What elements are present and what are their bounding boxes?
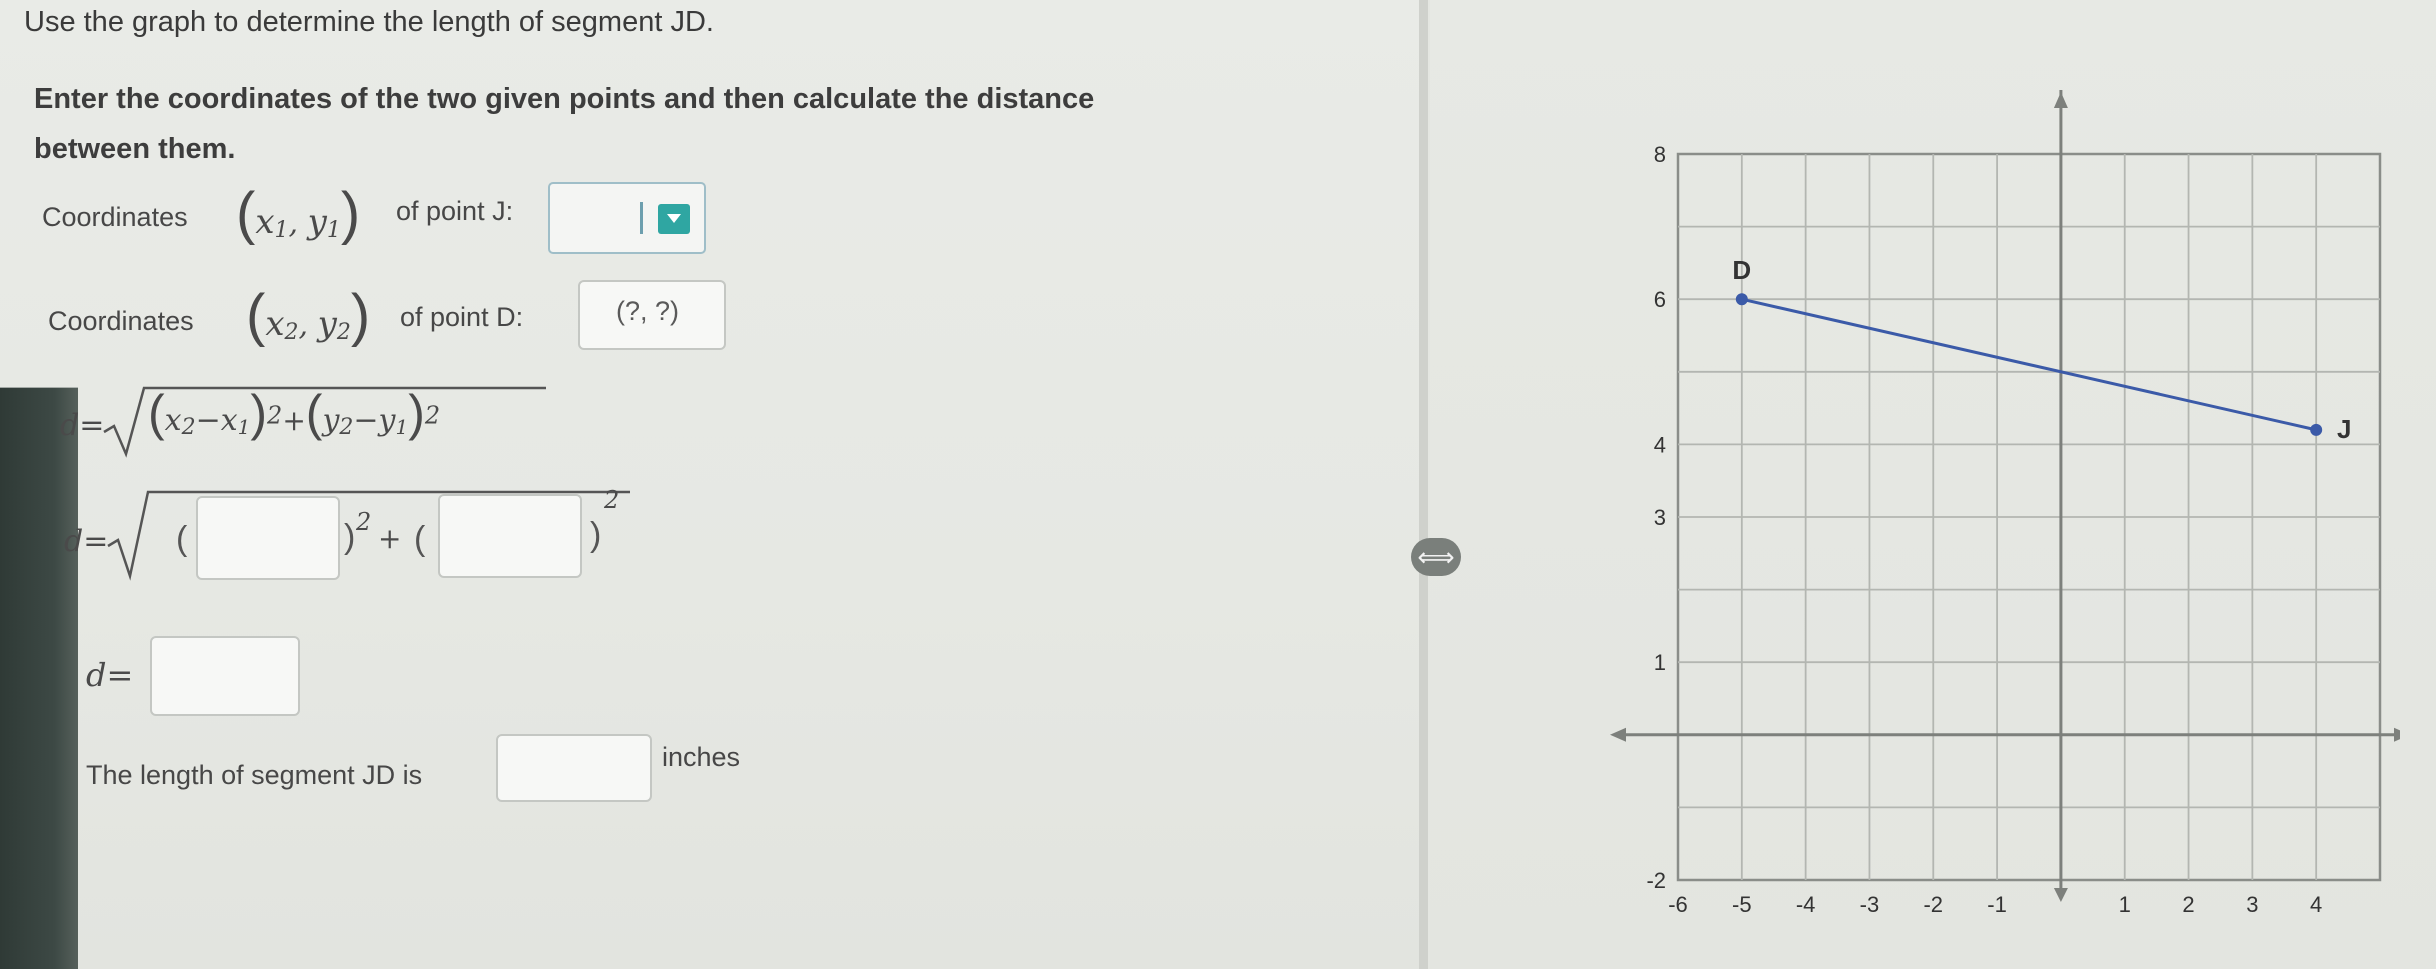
x-tick-label: 4 <box>2310 892 2323 917</box>
chevron-down-icon[interactable] <box>658 204 690 234</box>
x-tick-label: -6 <box>1668 892 1688 917</box>
distance-result-input[interactable] <box>150 636 300 716</box>
x2-subscript: 2 <box>284 320 299 346</box>
of-point-d-label: of point D: <box>400 302 524 332</box>
x2-symbol: x <box>265 304 285 344</box>
y-tick-label: 3 <box>1653 505 1666 530</box>
length-sentence: The length of segment JD is <box>86 760 423 790</box>
y2-symbol: y <box>317 304 337 344</box>
x-axis-arrow-icon <box>2394 728 2400 742</box>
substitution-plus: + <box>378 522 402 555</box>
y1-symbol: y <box>307 202 327 242</box>
resize-handle-icon[interactable]: ⟺ <box>1411 538 1461 576</box>
y-axis-arrow-icon <box>2054 92 2068 108</box>
x-tick-label: 3 <box>2246 892 2259 917</box>
coordinate-pair-x2-y2: ($x_2$, $y_2$) <box>246 283 371 348</box>
inches-unit-label: inches <box>662 742 741 772</box>
distance-formula-body: $(x_2-x_1)^2+(y_2-y_1)^2$ <box>148 385 441 441</box>
y-tick-label: 1 <box>1653 650 1666 676</box>
y-tick-label: 4 <box>1653 432 1666 458</box>
x1-symbol: x <box>255 202 275 242</box>
y2-subscript: 2 <box>336 320 351 346</box>
coordinate-pair-x1-y1: ($x_1$, $y_1$) <box>236 181 361 246</box>
x-tick-label: 1 <box>2118 892 2131 917</box>
open-paren-2: ( <box>414 520 426 558</box>
y-tick-label: -2 <box>1646 868 1666 893</box>
y-difference-exponent: 2 <box>604 486 620 514</box>
x-tick-label: -2 <box>1923 892 1944 917</box>
point-label-j: J <box>2336 413 2352 444</box>
text-caret <box>640 202 643 234</box>
y-tick-label: 6 <box>1653 287 1666 313</box>
y1-subscript: 1 <box>326 218 341 244</box>
close-paren-2: ) <box>590 516 602 554</box>
instruction-text: Use the graph to determine the length of segment JD. <box>24 6 714 38</box>
x-difference-input[interactable] <box>196 496 340 580</box>
point-j[interactable] <box>2310 424 2322 436</box>
x-tick-label: -3 <box>1859 892 1880 917</box>
prompt-line-1: Enter the coordinates of the two given points and then calculate the distance <box>34 83 1095 115</box>
substitution-d: d= <box>64 524 109 559</box>
x-difference-exponent: 2 <box>356 508 372 536</box>
panel-divider[interactable] <box>1419 0 1428 969</box>
x-tick-label: 2 <box>2182 892 2195 917</box>
of-point-j-label: of point J: <box>396 196 514 226</box>
coordinates-j-label: Coordinates <box>42 202 188 232</box>
segment-jd <box>1742 299 2316 430</box>
x-tick-label: -1 <box>1987 892 2007 917</box>
y-axis-arrow-down-icon <box>2054 888 2068 902</box>
length-answer-input[interactable] <box>496 734 652 802</box>
coordinates-d-label: Coordinates <box>48 306 194 336</box>
point-j-coordinates-dropdown[interactable] <box>548 182 706 254</box>
x-tick-label: -4 <box>1795 892 1816 917</box>
close-paren-1: ) <box>344 518 356 556</box>
prompt-line-2: between them. <box>34 133 236 165</box>
coordinate-graph <box>1600 90 2400 930</box>
y-tick-label: 8 <box>1653 142 1666 167</box>
point-d-placeholder: (?, ?) <box>616 296 680 326</box>
distance-formula-d: d= <box>60 408 105 443</box>
result-d-label: d= <box>86 656 134 694</box>
open-paren-1: ( <box>176 520 188 558</box>
point-label-d: D <box>1732 255 1752 286</box>
point-d-coordinates-input[interactable] <box>578 280 726 350</box>
y-difference-input[interactable] <box>438 494 582 578</box>
x-axis-arrow-left-icon <box>1610 728 1626 742</box>
x1-subscript: 1 <box>274 218 289 244</box>
x-tick-label: -5 <box>1732 892 1752 917</box>
point-d[interactable] <box>1736 293 1748 305</box>
